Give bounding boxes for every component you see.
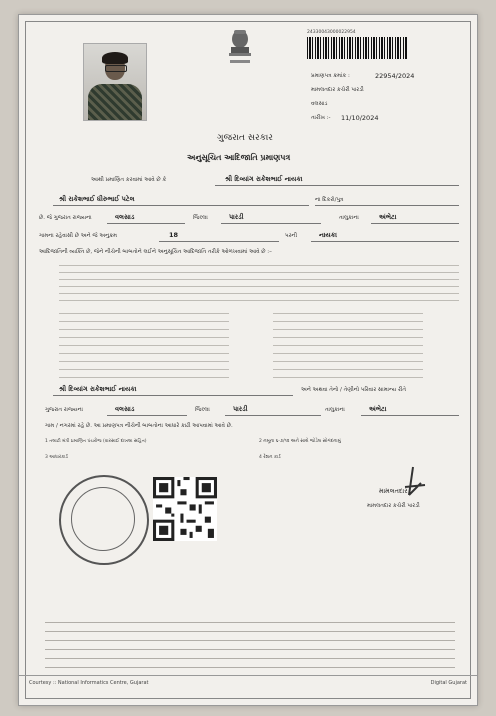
barcode bbox=[307, 37, 407, 59]
tribe-label: પરની bbox=[285, 233, 298, 239]
res-taluka: પારડી bbox=[233, 405, 248, 413]
basis-text: ગામ / નગરમાં રહે છે. આ પ્રમાણપત્ર નીચેની બાબતોના આધારે કાઢી આપવામાં આવે છે. bbox=[45, 423, 233, 429]
doc-item-2: 2 નમૂના ૬-૭/૧૨ અને સાથે જોડેલ સોગંદનામું bbox=[259, 439, 341, 444]
res-village: અંભેટા bbox=[369, 405, 387, 413]
signatory-office: મામલતદાર કચેરી પારડી bbox=[367, 503, 420, 509]
intro-text: આથી પ્રમાણિત કરવામાં આવે છે કે bbox=[91, 177, 167, 183]
resident-name: શ્રી દિવ્યાંગ રાકેશભાઈ નાયકા bbox=[59, 385, 137, 393]
national-emblem-icon bbox=[225, 27, 255, 69]
res-taluka-label: તાલુકાના bbox=[325, 407, 345, 413]
village: અંભેટા bbox=[379, 213, 397, 221]
cert-no: 22954/2024 bbox=[375, 72, 415, 80]
cert-date: 11/10/2024 bbox=[341, 114, 379, 122]
barcode-number: 24330043000022954 bbox=[307, 30, 356, 35]
courtesy-text: Courtesy :: National Informatics Centre, Gujarat bbox=[29, 680, 149, 686]
date-label: તારીખ :- bbox=[311, 115, 331, 121]
res-district-label: જિલ્લા bbox=[195, 407, 210, 413]
father-label: ના દિકરો/પુત્ર bbox=[315, 197, 344, 203]
serial-label: ગામના રહેવાસી છે અને જે અનુક્રમ bbox=[39, 233, 118, 239]
applicant-name: શ્રી દિવ્યાંગ રાકેશભાઈ નાયકા bbox=[225, 175, 303, 183]
office-seal bbox=[59, 475, 149, 565]
resident-label: અને અથવા તેનો / તેણીનો પરિવાર સામાન્ય રીતે bbox=[301, 387, 407, 393]
taluka: પારડી bbox=[229, 213, 244, 221]
qr-code bbox=[153, 477, 217, 541]
order-text: આદિજાતિની વ્યક્તિ છે, જેને નીચેની બાબતોને લઈને અનુસૂચિત આદિજાતિ તરીકે ઓળખવામાં આવે છે :– bbox=[39, 249, 272, 255]
doc-item-4: 4 રેશન કાર્ડ bbox=[259, 455, 281, 460]
cert-title: અનુસૂચિત આદિજાતિ પ્રમાણપત્ર bbox=[187, 153, 291, 162]
office-line1: મામલતદાર કચેરી પારડી bbox=[311, 87, 364, 93]
applicant-photo bbox=[83, 43, 147, 121]
certificate-sheet bbox=[18, 14, 478, 706]
district: વલસાડ bbox=[115, 213, 135, 221]
office-line2: વલસાડ bbox=[311, 101, 328, 107]
doc-item-3: 3 આધારકાર્ડ bbox=[45, 455, 68, 460]
cert-no-label: પ્રમાણપત્ર ક્રમાંક : bbox=[311, 73, 350, 79]
notes-text-block bbox=[45, 617, 455, 669]
taluka-label: તાલુકાના bbox=[339, 215, 359, 221]
govt-title: ગુજરાત સરકાર bbox=[217, 133, 273, 143]
state-label: છે. જે ગુજરાત રાજ્યના bbox=[39, 215, 92, 221]
footer bbox=[19, 675, 477, 690]
schedule-text-block bbox=[59, 261, 459, 381]
district-label: જિલ્લા bbox=[193, 215, 208, 221]
digital-gujarat-text: Digital Gujarat bbox=[430, 680, 467, 686]
res-state: ગુજરાત રાજ્યના bbox=[45, 407, 83, 413]
signatory-title: મામલતદાર bbox=[379, 487, 408, 495]
tribe-name: નાયકા bbox=[319, 231, 337, 239]
res-district: વલસાડ bbox=[115, 405, 135, 413]
serial-number: 18 bbox=[169, 231, 179, 239]
father-name: શ્રી રાકેશભાઈ ધીરુભાઈ પટેલ bbox=[59, 195, 135, 203]
doc-item-1: 1 તલાટી મંત્રી પ્રમાણિત પંચરોજ (વારસાઈ દાખલા સહિત) bbox=[45, 439, 147, 444]
